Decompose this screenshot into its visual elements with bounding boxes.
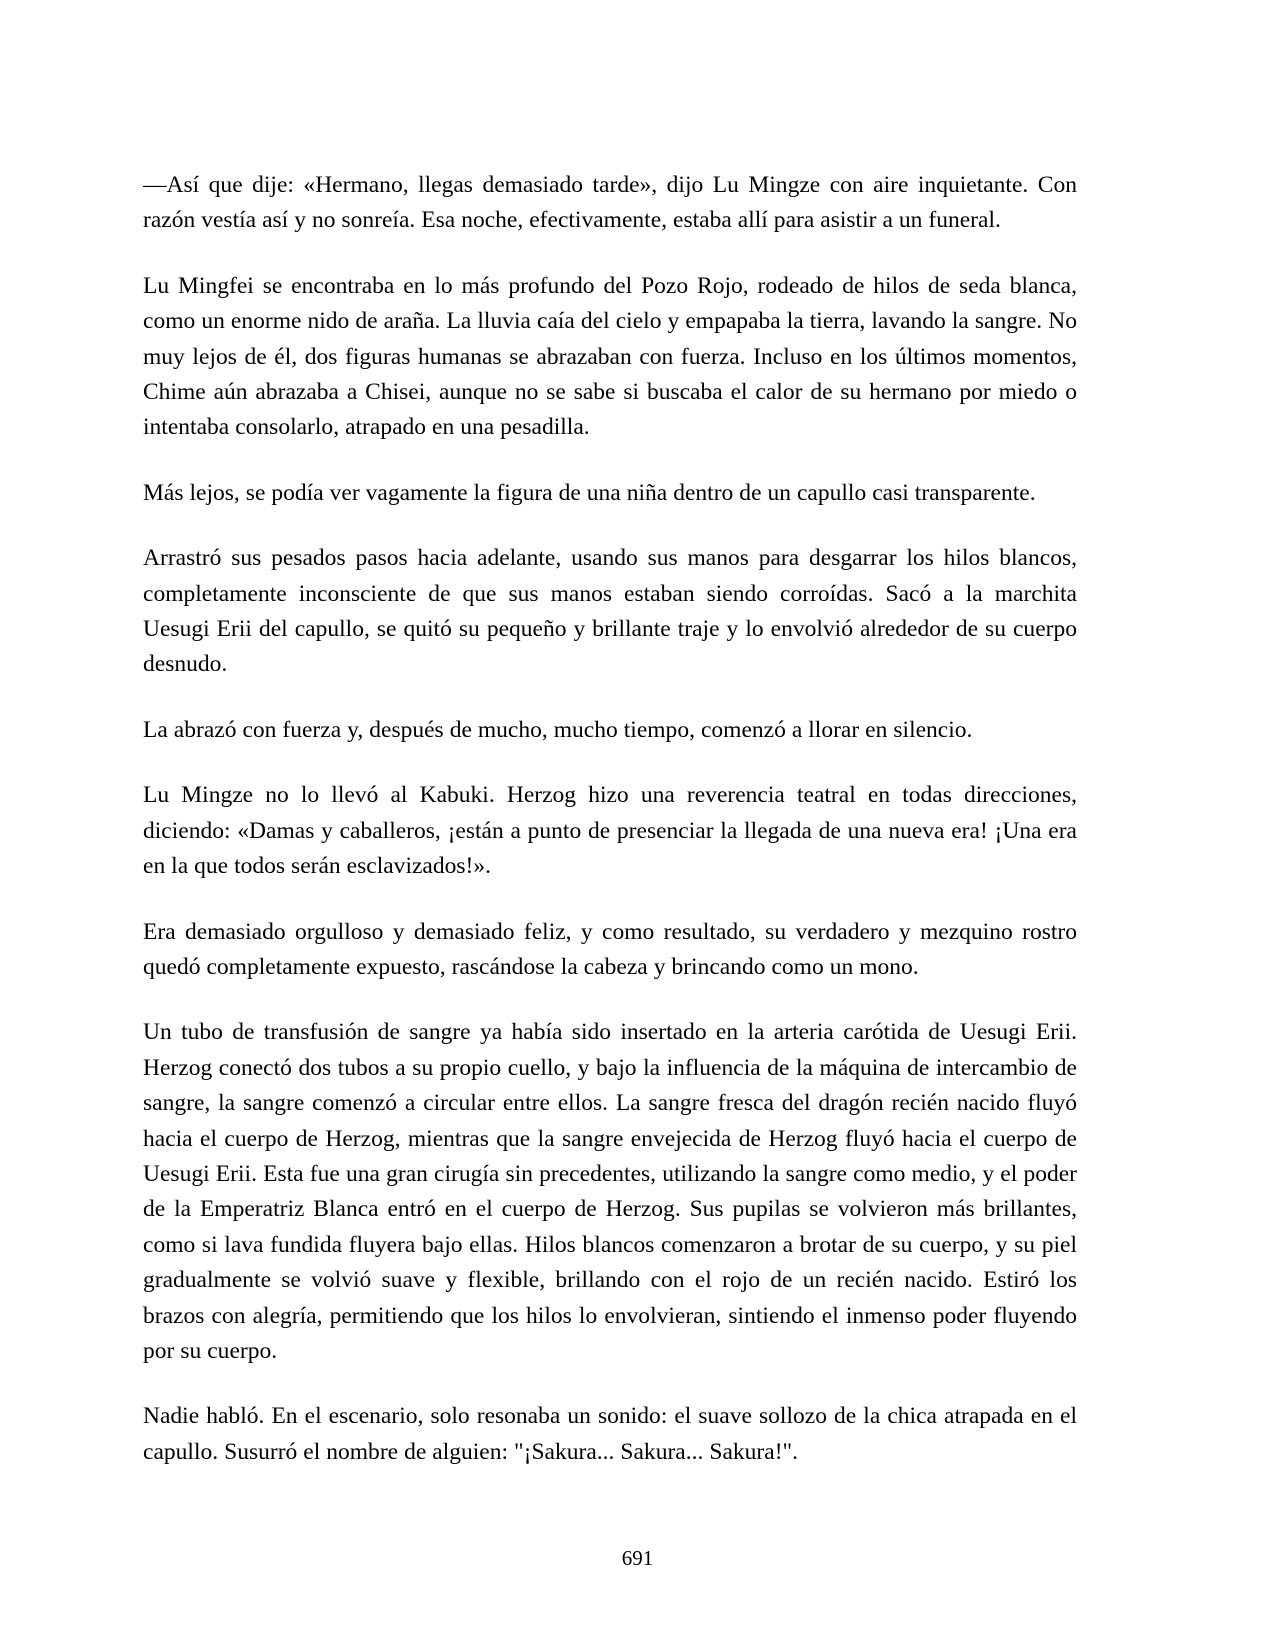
paragraph: Nadie habló. En el escenario, solo resonaba un sonido: el suave sollozo de la chica atrapada en el capullo. Susurró el nombre de alguien: "¡Sakura... Sakura... Sakura!". bbox=[143, 1403, 1077, 1465]
page-number: 691 bbox=[621, 1546, 654, 1570]
paragraph: —Así que dije: «Hermano, llegas demasiado tarde», dijo Lu Mingze con aire inquietante. Con razón vestía así y no sonreía. Esa noche, efectivamente, estaba allí para asistir a un funeral. bbox=[143, 172, 1077, 234]
paragraph: La abrazó con fuerza y, después de mucho, mucho tiempo, comenzó a llorar en silencio. bbox=[143, 716, 973, 743]
body-text-column bbox=[143, 168, 1077, 1470]
paragraph: Más lejos, se podía ver vagamente la figura de una niña dentro de un capullo casi transparente. bbox=[143, 479, 1036, 506]
paragraph: Era demasiado orgulloso y demasiado feliz, y como resultado, su verdadero y mezquino rostro quedó completamente expuesto, rascándose la cabeza y brincando como un mono. bbox=[143, 918, 1077, 980]
paragraph: Un tubo de transfusión de sangre ya había sido insertado en la arteria carótida de Uesugi Erii. Herzog conectó dos tubos a su propio cuello, y bajo la influencia de la máquina de intercambio de sangre, la sangre comenzó a circular entre ellos. La sangre fresca del dragón recién nacido fluyó hacia el cuerpo de Herzog, mientras que la sangre envejecida de Herzog fluyó hacia el cuerpo de Uesugi Erii. Esta fue una gran cirugía sin precedentes, utilizando la sangre como medio, y el poder de la Emperatriz Blanca entró en el cuerpo de Herzog. Sus pupilas se volvieron más brillantes, como si lava fundida fluyera bajo ellas. Hilos blancos comenzaron a brotar de su cuerpo, y su piel gradualmente se volvió suave y flexible, brillando con el rojo de un recién nacido. Estiró los brazos con alegría, permitiendo que los hilos lo envolvieran, sintiendo el inmenso poder fluyendo por su cuerpo. bbox=[143, 1019, 1077, 1364]
paragraph: Lu Mingfei se encontraba en lo más profundo del Pozo Rojo, rodeado de hilos de seda blanca, como un enorme nido de araña. La lluvia caía del cielo y empapaba la tierra, lavando la sangre. No muy lejos de él, dos figuras humanas se abrazaban con fuerza. Incluso en los últimos momentos, Chime aún abrazaba a Chisei, aunque no se sabe si buscaba el calor de su hermano por miedo o intentaba consolarlo, atrapado en una pesadilla. bbox=[143, 272, 1077, 441]
paragraph: Arrastró sus pesados pasos hacia adelante, usando sus manos para desgarrar los hilos blancos, completamente inconsciente de que sus manos estaban siendo corroídas. Sacó a la marchita Uesugi Erii del capullo, se quitó su pequeño y brillante traje y lo envolvió alrededor de su cuerpo desnudo. bbox=[143, 545, 1077, 678]
paragraph: Lu Mingze no lo llevó al Kabuki. Herzog hizo una reverencia teatral en todas direcciones, diciendo: «Damas y caballeros, ¡están a punto de presenciar la llegada de una nueva era! ¡Una era en la que todos serán esclavizados!». bbox=[143, 782, 1077, 880]
